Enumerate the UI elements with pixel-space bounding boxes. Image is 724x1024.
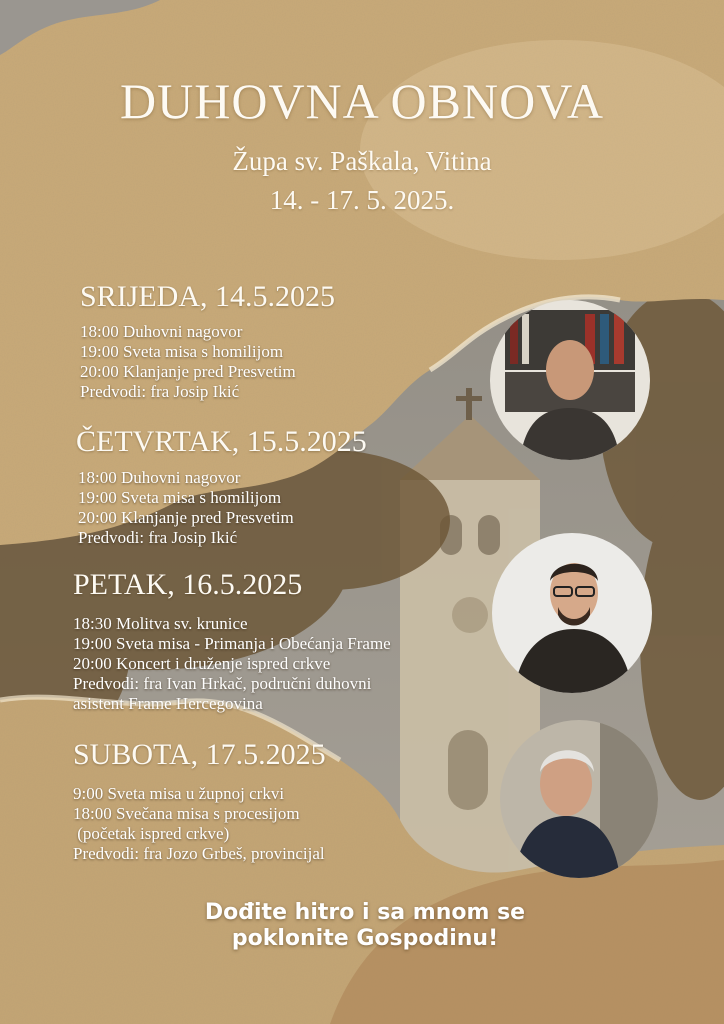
poster-title: DUHOVNA OBNOVA xyxy=(120,73,604,129)
parish-name: Župa sv. Paškala, Vitina xyxy=(232,146,492,176)
schedule-line: 20:00 Klanjanje pred Presvetim xyxy=(78,508,294,527)
schedule-thursday xyxy=(78,468,294,548)
schedule-line: 18:00 Duhovni nagovor xyxy=(78,468,241,487)
day-heading-thursday: ČETVRTAK, 15.5.2025 xyxy=(76,425,367,458)
portrait-fra-jozo-grbes xyxy=(500,720,658,878)
presider-line-continued: asistent Frame Hercegovina xyxy=(73,694,263,713)
schedule-line: 19:00 Sveta misa - Primanja i Obećanja Frame xyxy=(73,634,391,653)
day-heading-wednesday: SRIJEDA, 14.5.2025 xyxy=(80,280,336,313)
schedule-line: 9:00 Sveta misa u župnoj crkvi xyxy=(73,784,285,803)
closing-line: Dođite hitro i sa mnom se xyxy=(204,900,526,925)
schedule-friday xyxy=(73,614,391,714)
schedule-saturday xyxy=(73,784,325,864)
event-dates: 14. - 17. 5. 2025. xyxy=(269,185,455,215)
schedule-line: 20:00 Koncert i druženje ispred crkve xyxy=(73,654,331,673)
schedule-line: 20:00 Klanjanje pred Presvetim xyxy=(80,362,296,381)
closing-line: poklonite Gospodinu! xyxy=(231,926,499,951)
presider-line: Predvodi: fra Josip Ikić xyxy=(80,382,240,401)
portrait-fra-josip-ikic xyxy=(490,300,650,460)
presider-line: Predvodi: fra Jozo Grbeš, provincijal xyxy=(73,844,325,863)
schedule-line: 18:30 Molitva sv. krunice xyxy=(73,614,248,633)
closing-invitation xyxy=(150,900,580,952)
schedule-wednesday xyxy=(80,322,296,402)
day-heading-saturday: SUBOTA, 17.5.2025 xyxy=(73,738,326,771)
day-heading-friday: PETAK, 16.5.2025 xyxy=(73,568,303,601)
presider-line: Predvodi: fra Josip Ikić xyxy=(78,528,238,547)
presider-line: Predvodi: fra Ivan Hrkač, područni duhovni xyxy=(73,674,372,693)
schedule-line: (početak ispred crkve) xyxy=(73,824,230,843)
schedule-line: 19:00 Sveta misa s homilijom xyxy=(78,488,282,507)
portrait-fra-ivan-hrkac xyxy=(492,533,652,693)
schedule-line: 18:00 Svečana misa s procesijom xyxy=(73,804,300,823)
schedule-line: 18:00 Duhovni nagovor xyxy=(80,322,243,341)
schedule-line: 19:00 Sveta misa s homilijom xyxy=(80,342,284,361)
